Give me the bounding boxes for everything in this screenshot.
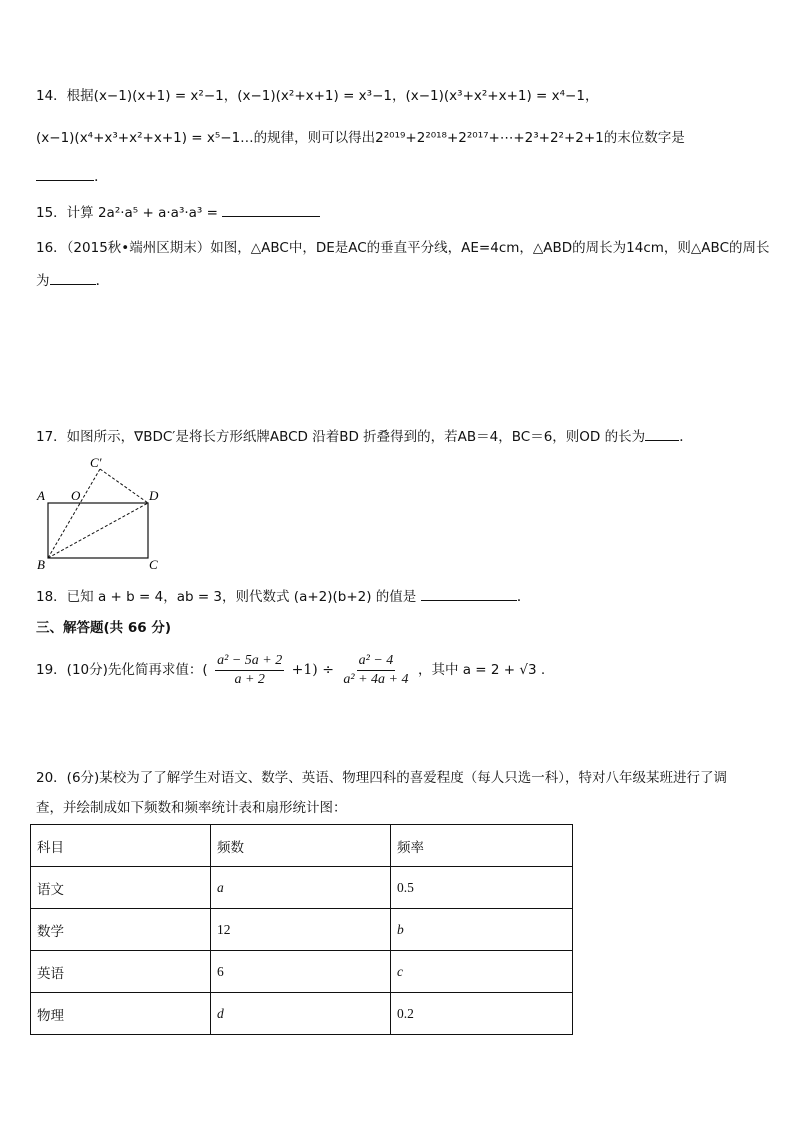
frequency-table [30,824,573,1035]
table-cell: d [211,993,391,1035]
table-cell: 6 [211,951,391,993]
fold-edge-c-prime-d [100,469,148,503]
table-row [31,993,573,1035]
answer-blank [50,270,96,285]
table-header-cell: 科目 [31,825,211,867]
q20-line1: 20．(6分)某校为了了解学生对语文、数学、英语、物理四科的喜爱程度（每人只选一科），特对八年级某班进行了调 [36,770,728,786]
label-a: A [37,488,45,503]
q18-line: 18．已知 a + b = 4，ab = 3，则代数式 (a+2)(b+2) 的值是 . [36,586,521,607]
table-cell: c [391,951,573,993]
fold-rectangle-figure [34,455,174,573]
table-cell: 0.5 [391,867,573,909]
label-o: O [71,488,81,503]
q16-line2: 为 . [36,270,100,291]
label-c: C [149,557,158,572]
q15-line: 15．计算 2a²·a⁵ + a·a³·a³ = [36,202,320,223]
diagonal-bd [48,503,148,558]
table-cell: 语文 [31,867,211,909]
fold-edge-bc-prime [48,469,100,558]
label-d: D [149,488,159,503]
q20-line2: 查，并绘制成如下频数和频率统计表和扇形统计图： [36,800,347,816]
answer-blank [222,202,320,217]
table-cell: 物理 [31,993,211,1035]
fraction-1: $\frac{\text{a² − 5a + 2}}{a + 2}$ [217,652,283,687]
table-header-row [31,825,573,867]
table-header-cell: 频率 [391,825,573,867]
fraction-2: $\frac{\text{a² − 4}}{\text{a² + 4a + 4}}$ [343,652,409,687]
table-cell: 英语 [31,951,211,993]
table-row [31,867,573,909]
answer-blank [421,586,517,601]
q19-line: 19．(10分)先化简再求值：( $\frac{\text{a² − 5a + 2}}{a + 2}$ +1) ÷ $\frac{\text{a² − 4}}{\text{a² + 4a + 4}}$ ，其中 a = 2 + √3 . [36,652,546,687]
table-row [31,951,573,993]
table-cell: 数学 [31,909,211,951]
table-header-cell: 频数 [211,825,391,867]
answer-blank [645,426,679,441]
q14-line3: . [36,166,98,187]
table-cell: 0.2 [391,993,573,1035]
section-title: 三、解答题(共 66 分) [36,620,172,636]
table-row [31,909,573,951]
table-cell: 12 [211,909,391,951]
q16-line1: 16．（2015秋•端州区期末）如图，△ABC中，DE是AC的垂直平分线，AE=4cm，△ABD的周长为14cm，则△ABC的周长 [36,240,770,256]
table-cell: b [391,909,573,951]
q14-line1: 14．根据(x−1)(x+1) = x²−1，(x−1)(x²+x+1) = x³−1，(x−1)(x³+x²+x+1) = x⁴−1， [36,88,599,104]
label-b: B [37,557,45,572]
label-c-prime: C′ [90,455,102,470]
q17-line: 17．如图所示，∇BDC′是将长方形纸牌ABCD 沿着BD 折叠得到的，若AB＝4，BC＝6，则OD 的长为 . [36,426,684,447]
q14-line2: (x−1)(x⁴+x³+x²+x+1) = x⁵−1…的规律，则可以得出2²⁰¹⁹+2²⁰¹⁸+2²⁰¹⁷+⋯+2³+2²+2+1的末位数字是 [36,130,685,146]
answer-blank [36,166,94,181]
table-cell: a [211,867,391,909]
